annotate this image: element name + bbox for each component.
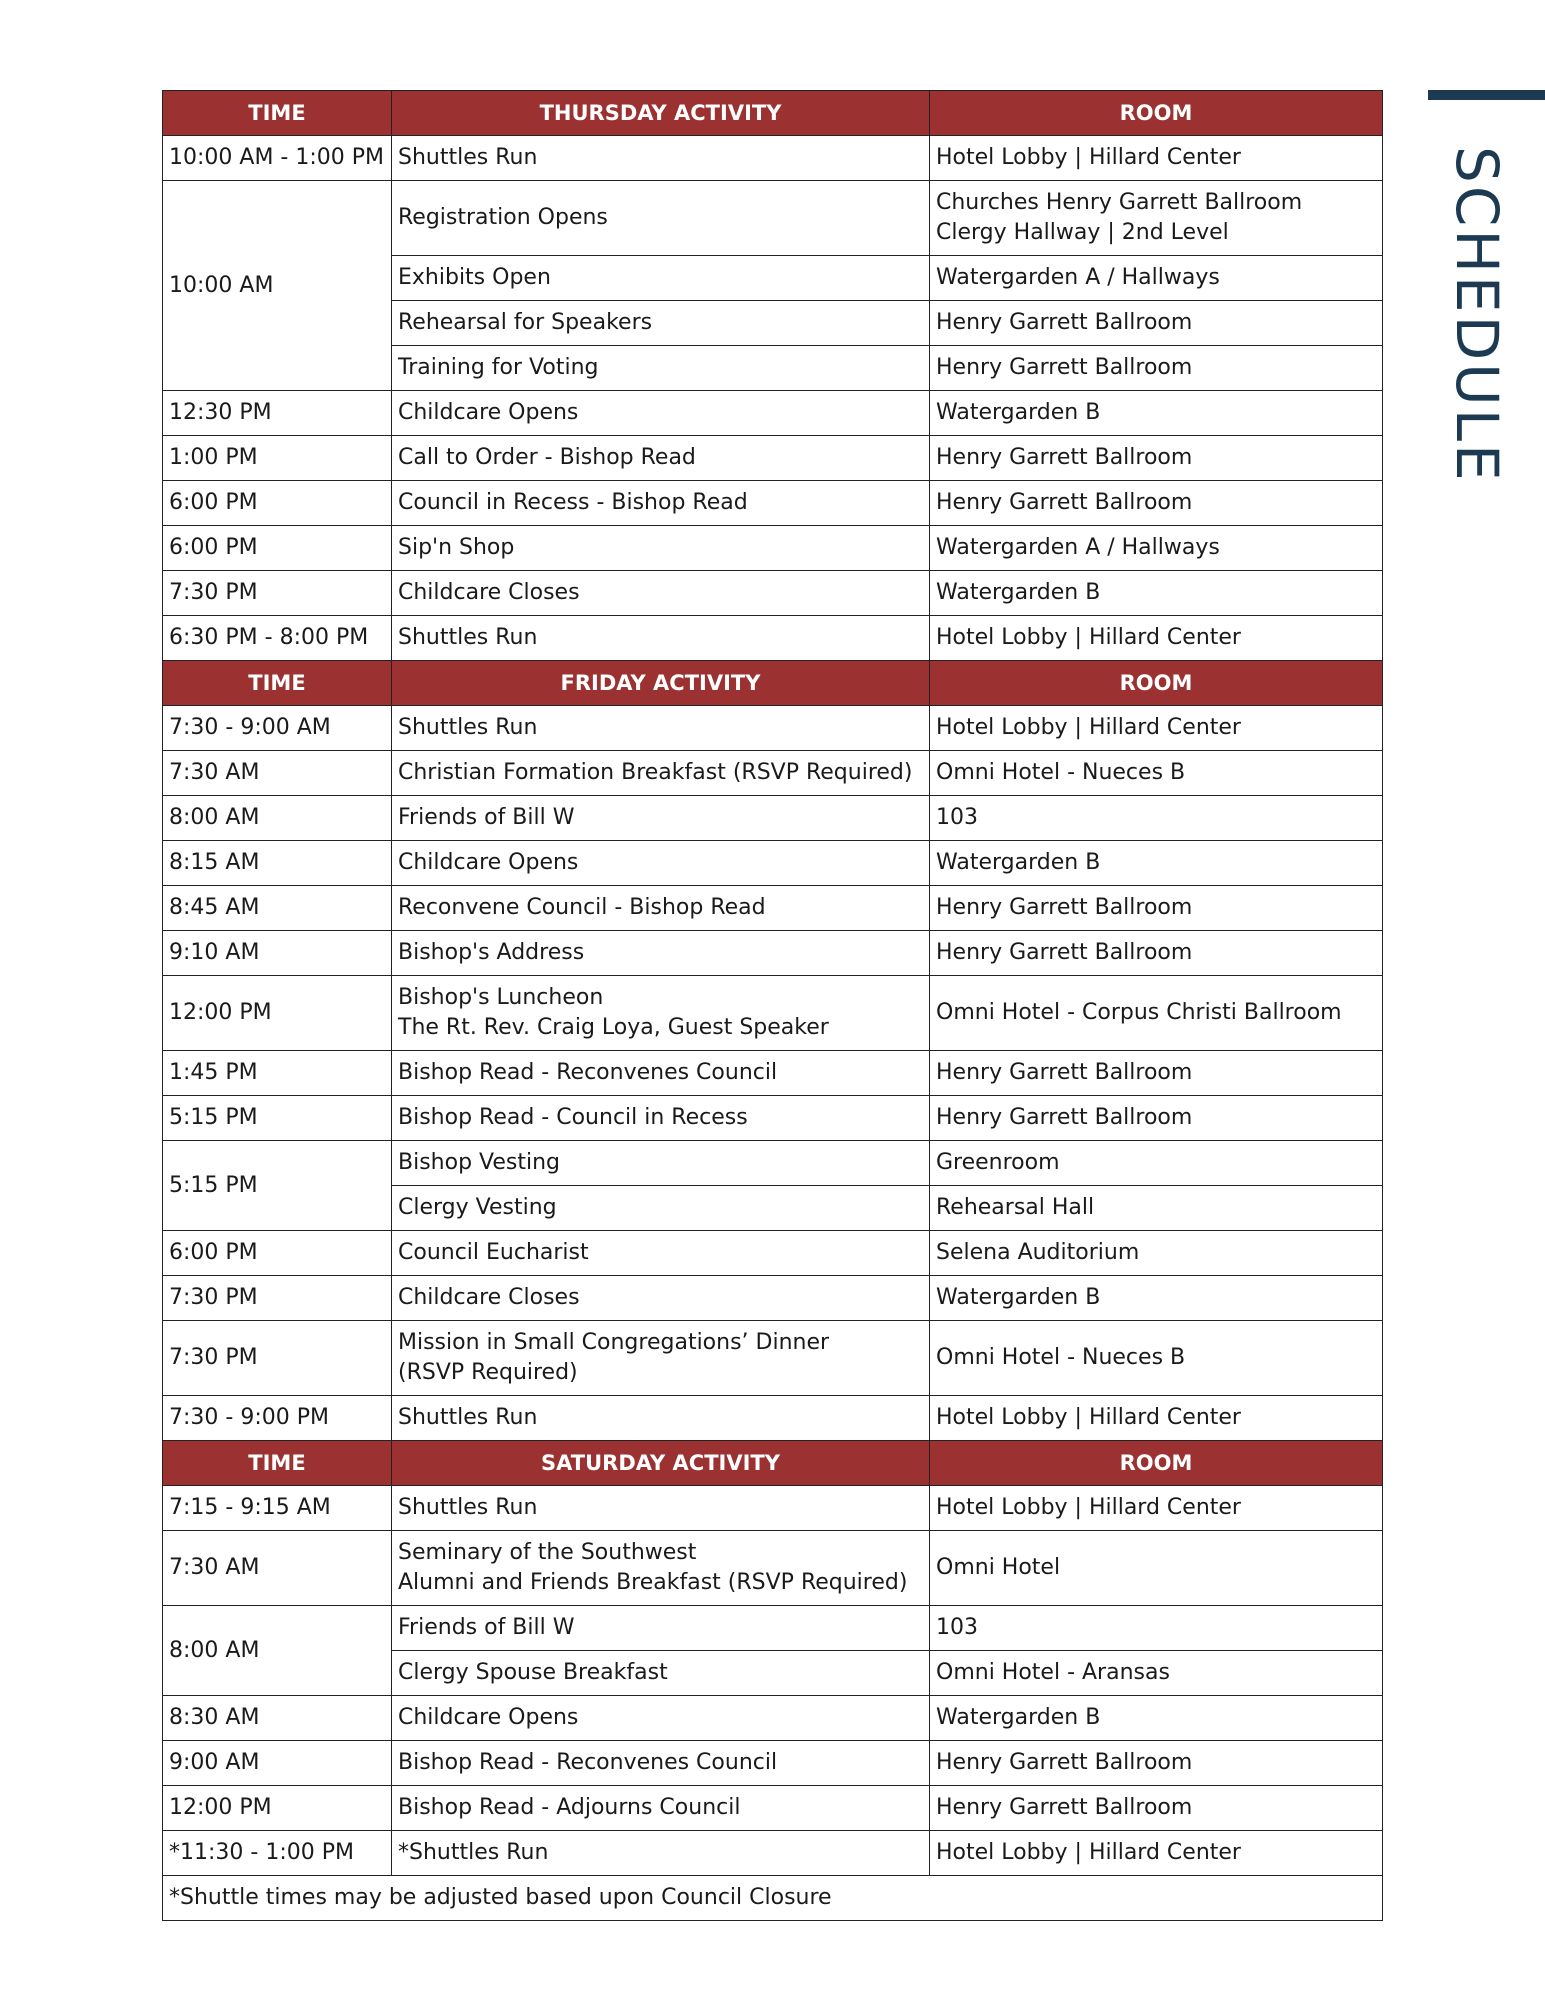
room-header: ROOM [930,1441,1383,1486]
time-cell: 7:30 PM [163,1321,392,1396]
room-cell: Watergarden B [930,1696,1383,1741]
time-cell: 7:30 PM [163,1276,392,1321]
activity-cell: Training for Voting [392,346,930,391]
table-row [163,706,1383,751]
time-cell: 9:10 AM [163,931,392,976]
time-cell: 7:30 AM [163,1531,392,1606]
activity-cell: Shuttles Run [392,706,930,751]
room-cell: Hotel Lobby | Hillard Center [930,1396,1383,1441]
room-header: ROOM [930,661,1383,706]
activity-cell: Childcare Closes [392,571,930,616]
room-cell: Omni Hotel - Nueces B [930,751,1383,796]
table-row [163,751,1383,796]
time-cell: 6:30 PM - 8:00 PM [163,616,392,661]
activity-cell: Exhibits Open [392,256,930,301]
time-cell: 12:30 PM [163,391,392,436]
room-cell: Hotel Lobby | Hillard Center [930,1486,1383,1531]
room-cell: Greenroom [930,1141,1383,1186]
thursday-activity-header: THURSDAY ACTIVITY [392,91,930,136]
room-cell: Henry Garrett Ballroom [930,1741,1383,1786]
time-cell: 8:30 AM [163,1696,392,1741]
table-row [163,976,1383,1051]
table-row [163,841,1383,886]
activity-cell: Shuttles Run [392,616,930,661]
table-row [163,1696,1383,1741]
table-row [163,1051,1383,1096]
activity-cell: Bishop's Address [392,931,930,976]
footnote-row [163,1876,1383,1921]
room-cell: Watergarden B [930,391,1383,436]
room-cell: Churches Henry Garrett Ballroom Clergy Hallway | 2nd Level [930,181,1383,256]
time-cell: 8:00 AM [163,1606,392,1696]
table-row [163,886,1383,931]
room-header: ROOM [930,91,1383,136]
table-row [163,616,1383,661]
table-row [163,136,1383,181]
time-cell: *11:30 - 1:00 PM [163,1831,392,1876]
schedule-table [162,90,1383,1921]
table-row [163,1606,1383,1651]
activity-cell: Mission in Small Congregations’ Dinner (RSVP Required) [392,1321,930,1396]
room-cell: Hotel Lobby | Hillard Center [930,706,1383,751]
time-cell: 7:30 - 9:00 PM [163,1396,392,1441]
room-cell: Henry Garrett Ballroom [930,1051,1383,1096]
table-row [163,1231,1383,1276]
table-row [163,391,1383,436]
activity-cell: Shuttles Run [392,1396,930,1441]
room-cell: Watergarden B [930,841,1383,886]
activity-cell: Registration Opens [392,181,930,256]
table-row [163,1396,1383,1441]
activity-cell: Childcare Closes [392,1276,930,1321]
saturday-activity-header: SATURDAY ACTIVITY [392,1441,930,1486]
activity-cell: Childcare Opens [392,841,930,886]
activity-cell: Bishop Read - Adjourns Council [392,1786,930,1831]
room-cell: Rehearsal Hall [930,1186,1383,1231]
room-cell: Omni Hotel - Nueces B [930,1321,1383,1396]
room-cell: Henry Garrett Ballroom [930,1096,1383,1141]
room-cell: Selena Auditorium [930,1231,1383,1276]
table-row [163,571,1383,616]
activity-cell: Bishop Vesting [392,1141,930,1186]
activity-cell: Friends of Bill W [392,796,930,841]
time-cell: 1:45 PM [163,1051,392,1096]
time-cell: 7:15 - 9:15 AM [163,1486,392,1531]
activity-cell: Council in Recess - Bishop Read [392,481,930,526]
time-header: TIME [163,91,392,136]
activity-cell: Childcare Opens [392,1696,930,1741]
time-header: TIME [163,1441,392,1486]
activity-cell: Bishop Read - Reconvenes Council [392,1051,930,1096]
activity-cell: Rehearsal for Speakers [392,301,930,346]
room-cell: Henry Garrett Ballroom [930,301,1383,346]
time-cell: 9:00 AM [163,1741,392,1786]
time-cell: 6:00 PM [163,1231,392,1276]
room-cell: Henry Garrett Ballroom [930,346,1383,391]
room-cell: Watergarden B [930,1276,1383,1321]
time-cell: 12:00 PM [163,1786,392,1831]
time-cell: 5:15 PM [163,1141,392,1231]
table-row [163,1741,1383,1786]
activity-cell: Call to Order - Bishop Read [392,436,930,481]
time-cell: 8:15 AM [163,841,392,886]
room-cell: Watergarden A / Hallways [930,526,1383,571]
table-row [163,1786,1383,1831]
thursday-header-row [163,91,1383,136]
activity-cell: Christian Formation Breakfast (RSVP Required) [392,751,930,796]
activity-cell: Seminary of the Southwest Alumni and Friends Breakfast (RSVP Required) [392,1531,930,1606]
time-cell: 8:45 AM [163,886,392,931]
room-cell: Henry Garrett Ballroom [930,931,1383,976]
room-cell: Henry Garrett Ballroom [930,1786,1383,1831]
activity-cell: Shuttles Run [392,1486,930,1531]
room-cell: Henry Garrett Ballroom [930,436,1383,481]
activity-cell: Bishop's Luncheon The Rt. Rev. Craig Loya, Guest Speaker [392,976,930,1051]
activity-cell: Reconvene Council - Bishop Read [392,886,930,931]
activity-cell: Shuttles Run [392,136,930,181]
room-cell: Watergarden A / Hallways [930,256,1383,301]
footnote: *Shuttle times may be adjusted based upon Council Closure [163,1876,1383,1921]
activity-cell: *Shuttles Run [392,1831,930,1876]
room-cell: Henry Garrett Ballroom [930,886,1383,931]
activity-cell: Friends of Bill W [392,1606,930,1651]
activity-cell: Bishop Read - Council in Recess [392,1096,930,1141]
time-cell: 6:00 PM [163,481,392,526]
schedule-side-title: SCHEDULE [1443,146,1511,484]
table-row [163,1831,1383,1876]
room-cell: 103 [930,796,1383,841]
room-cell: Hotel Lobby | Hillard Center [930,616,1383,661]
table-row [163,181,1383,256]
room-cell: Omni Hotel - Corpus Christi Ballroom [930,976,1383,1051]
table-row [163,1096,1383,1141]
room-cell: Henry Garrett Ballroom [930,481,1383,526]
room-cell: Hotel Lobby | Hillard Center [930,136,1383,181]
room-cell: Omni Hotel [930,1531,1383,1606]
activity-cell: Clergy Vesting [392,1186,930,1231]
saturday-header-row [163,1441,1383,1486]
time-header: TIME [163,661,392,706]
table-row [163,1141,1383,1186]
room-cell: Watergarden B [930,571,1383,616]
time-cell: 7:30 PM [163,571,392,616]
schedule-tab-bar [1428,90,1545,100]
time-cell: 12:00 PM [163,976,392,1051]
table-row [163,481,1383,526]
time-cell: 10:00 AM [163,181,392,391]
table-row [163,436,1383,481]
time-cell: 7:30 - 9:00 AM [163,706,392,751]
room-cell: Hotel Lobby | Hillard Center [930,1831,1383,1876]
friday-header-row [163,661,1383,706]
time-cell: 1:00 PM [163,436,392,481]
activity-cell: Bishop Read - Reconvenes Council [392,1741,930,1786]
time-cell: 6:00 PM [163,526,392,571]
time-cell: 7:30 AM [163,751,392,796]
table-row [163,931,1383,976]
time-cell: 5:15 PM [163,1096,392,1141]
table-row [163,1486,1383,1531]
table-row [163,1276,1383,1321]
table-row [163,1321,1383,1396]
friday-activity-header: FRIDAY ACTIVITY [392,661,930,706]
table-row [163,796,1383,841]
room-cell: 103 [930,1606,1383,1651]
time-cell: 8:00 AM [163,796,392,841]
table-row [163,526,1383,571]
activity-cell: Council Eucharist [392,1231,930,1276]
activity-cell: Sip'n Shop [392,526,930,571]
time-cell: 10:00 AM - 1:00 PM [163,136,392,181]
room-cell: Omni Hotel - Aransas [930,1651,1383,1696]
table-row [163,1531,1383,1606]
activity-cell: Clergy Spouse Breakfast [392,1651,930,1696]
activity-cell: Childcare Opens [392,391,930,436]
